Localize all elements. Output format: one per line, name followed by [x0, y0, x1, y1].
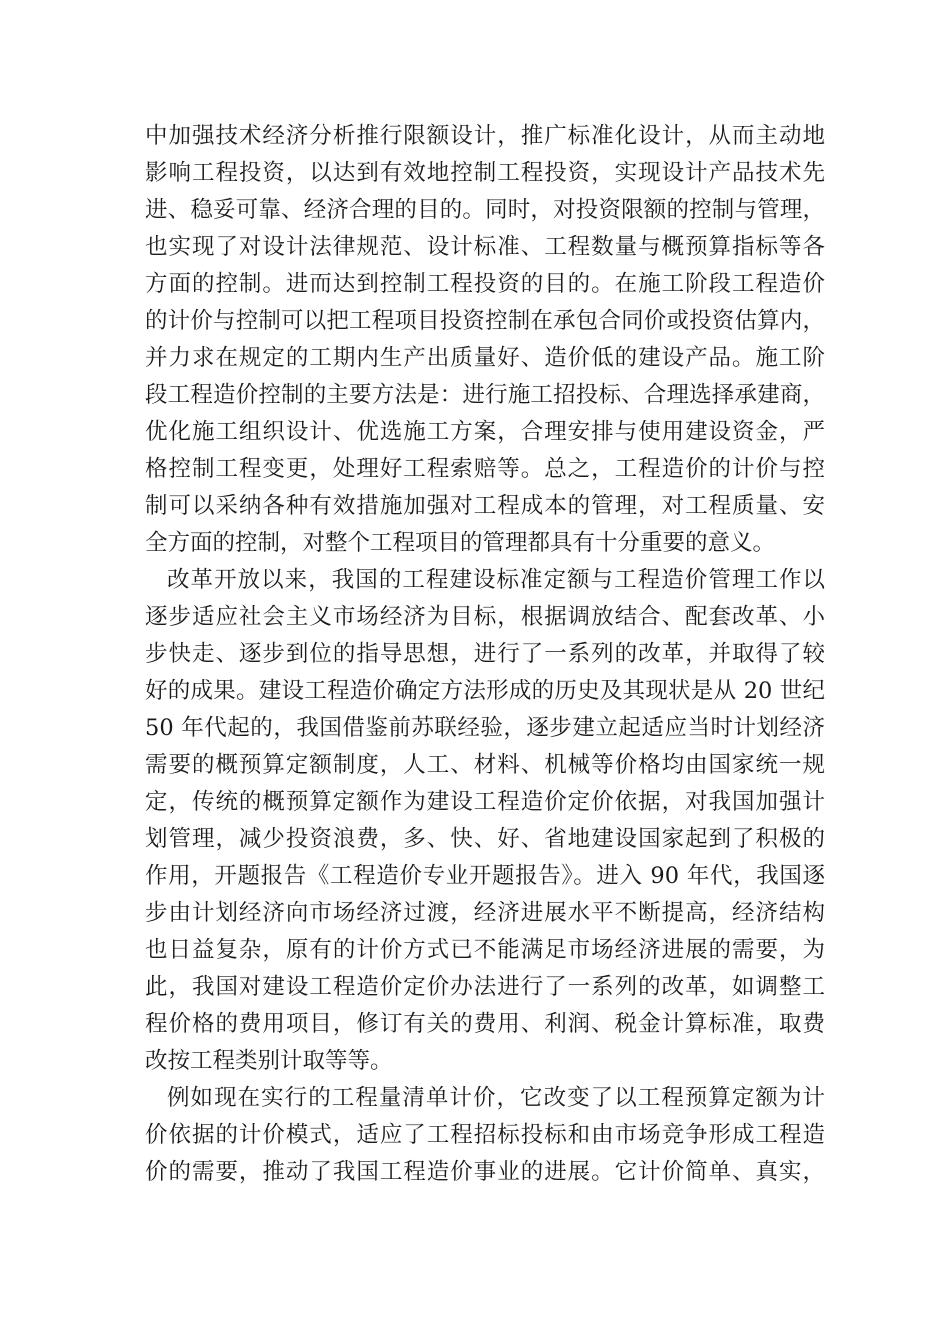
text-line: 价依据的计价模式，适应了工程招标投标和由市场竞争形成工程造 [145, 1122, 825, 1148]
paragraph [145, 562, 825, 1080]
paragraph [145, 118, 825, 562]
text-line: 并力求在规定的工期内生产出质量好、造价低的建设产品。施工阶 [145, 345, 825, 371]
text-line: 定，传统的概预算定额作为建设工程造价定价依据，对我国加强计 [145, 789, 825, 815]
text-line: 程价格的费用项目，修订有关的费用、利润、税金计算标准，取费 [145, 1011, 825, 1037]
text-line: 例如现在实行的工程量清单计价，它改变了以工程预算定额为计 [167, 1085, 825, 1111]
paragraph [145, 1080, 825, 1191]
text-line: 段工程造价控制的主要方法是：进行施工招投标、合理选择承建商， [145, 382, 825, 408]
document-body [145, 118, 825, 1191]
text-line: 50 年代起的，我国借鉴前苏联经验，逐步建立起适应当时计划经济 [145, 715, 825, 741]
text-line: 方面的控制。进而达到控制工程投资的目的。在施工阶段工程造价 [145, 271, 825, 297]
text-line: 优化施工组织设计、优选施工方案，合理安排与使用建设资金，严 [145, 419, 825, 445]
text-line: 步由计划经济向市场经济过渡，经济进展水平不断提高，经济结构 [145, 900, 825, 926]
text-line: 全方面的控制，对整个工程项目的管理都具有十分重要的意义。 [145, 530, 776, 556]
text-line: 步快走、逐步到位的指导思想，进行了一系列的改革，并取得了较 [145, 641, 825, 667]
text-line: 影响工程投资，以达到有效地控制工程投资，实现设计产品技术先 [145, 160, 825, 186]
text-line: 改革开放以来，我国的工程建设标准定额与工程造价管理工作以 [167, 567, 825, 593]
text-line: 格控制工程变更，处理好工程索赔等。总之，工程造价的计价与控 [145, 456, 825, 482]
text-line: 好的成果。建设工程造价确定方法形成的历史及其现状是从 20 世纪 [145, 678, 825, 704]
text-line: 中加强技术经济分析推行限额设计，推广标准化设计，从而主动地 [145, 123, 825, 149]
text-line: 需要的概预算定额制度，人工、材料、机械等价格均由国家统一规 [145, 752, 825, 778]
text-line: 进、稳妥可靠、经济合理的目的。同时，对投资限额的控制与管理， [145, 197, 825, 223]
text-line: 作用，开题报告《工程造价专业开题报告》。进入 90 年代，我国逐 [145, 863, 825, 889]
text-line: 也日益复杂，原有的计价方式已不能满足市场经济进展的需要，为 [145, 937, 825, 963]
text-line: 的计价与控制可以把工程项目投资控制在承包合同价或投资估算内， [145, 308, 825, 334]
text-line: 逐步适应社会主义市场经济为目标，根据调放结合、配套改革、小 [145, 604, 825, 630]
text-line: 也实现了对设计法律规范、设计标准、工程数量与概预算指标等各 [145, 234, 825, 260]
text-line: 制可以采纳各种有效措施加强对工程成本的管理，对工程质量、安 [145, 493, 825, 519]
text-line: 划管理，减少投资浪费，多、快、好、省地建设国家起到了积极的 [145, 826, 825, 852]
text-line: 此，我国对建设工程造价定价办法进行了一系列的改革，如调整工 [145, 974, 825, 1000]
text-line: 价的需要，推动了我国工程造价事业的进展。它计价简单、真实， [145, 1159, 825, 1185]
text-line: 改按工程类别计取等等。 [145, 1048, 393, 1074]
